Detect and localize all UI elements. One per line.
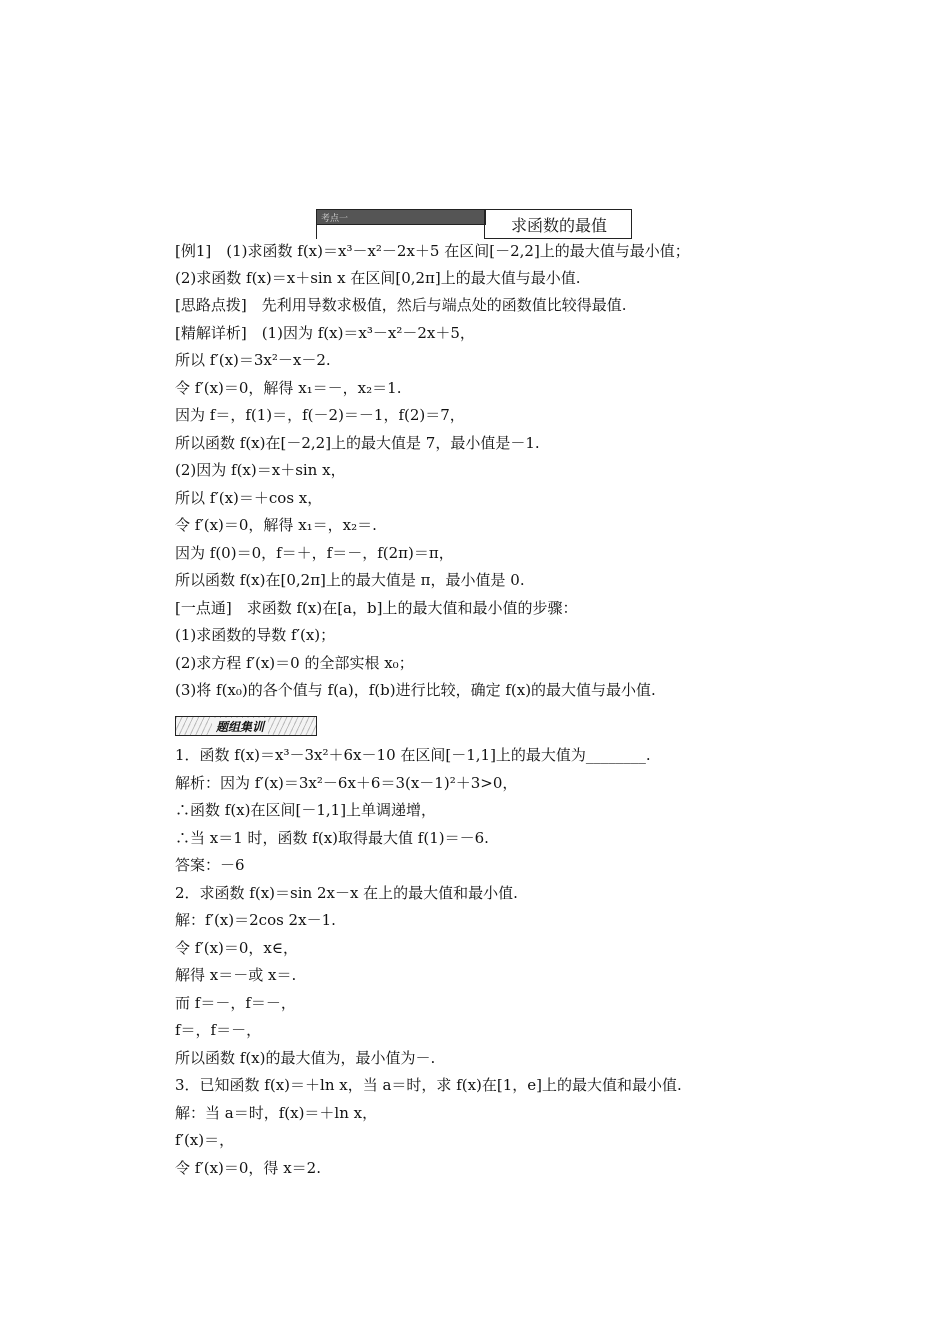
- text-line: 令 f′(x)＝0，x∈，: [175, 939, 298, 957]
- text-line: 所以函数 f(x)的最大值为，最小值为－.: [175, 1049, 436, 1067]
- text-line: 答案：－6: [175, 856, 245, 874]
- text-line: (2)求方程 f′(x)＝0 的全部实根 x₀；: [175, 654, 414, 672]
- text-line: ∴函数 f(x)在区间[－1,1]上单调递增，: [175, 801, 437, 819]
- text-line: 所以 f′(x)＝3x²－x－2.: [175, 351, 331, 369]
- text-line: (2)因为 f(x)＝x＋sin x，: [175, 461, 346, 479]
- text-line: [思路点拨] 先利用导数求极值，然后与端点处的函数值比较得最值.: [175, 296, 627, 314]
- text-line: [例1] (1)求函数 f(x)＝x³－x²－2x＋5 在区间[－2,2]上的最大值与最小值；: [175, 242, 690, 260]
- text-line: 令 f′(x)＝0，得 x＝2.: [175, 1159, 321, 1177]
- header-divider: [316, 209, 317, 239]
- text-line: (1)求函数的导数 f′(x)；: [175, 626, 336, 644]
- text-line: 2．求函数 f(x)＝sin 2x－x 在上的最大值和最小值.: [175, 884, 518, 902]
- text-line: 令 f′(x)＝0，解得 x₁＝－，x₂＝1.: [175, 379, 402, 397]
- text-line: 1．函数 f(x)＝x³－3x²＋6x－10 在区间[－1,1]上的最大值为________.: [175, 746, 651, 764]
- text-line: ∴当 x＝1 时，函数 f(x)取得最大值 f(1)＝－6.: [175, 829, 489, 847]
- text-line: [一点通] 求函数 f(x)在[a，b]上的最大值和最小值的步骤：: [175, 599, 578, 617]
- text-line: 而 f＝－，f＝－，: [175, 994, 296, 1012]
- exercise-banner-label: 题组集训: [212, 718, 268, 735]
- text-line: f＝，f＝－，: [175, 1021, 262, 1039]
- text-line: 3．已知函数 f(x)＝＋ln x，当 a＝时，求 f(x)在[1，e]上的最大值和最小值.: [175, 1076, 682, 1094]
- section-title-box: [484, 209, 632, 239]
- text-line: (3)将 f(x₀)的各个值与 f(a)，f(b)进行比较，确定 f(x)的最大值与最小值.: [175, 681, 656, 699]
- text-line: 解得 x＝－或 x＝.: [175, 966, 297, 984]
- text-line: [精解详析] (1)因为 f(x)＝x³－x²－2x＋5，: [175, 324, 475, 342]
- text-line: 解：当 a＝时，f(x)＝＋ln x，: [175, 1104, 378, 1122]
- section-title: 求函数的最值: [511, 216, 608, 235]
- text-line: 所以函数 f(x)在[－2,2]上的最大值是 7，最小值是－1.: [175, 434, 540, 452]
- text-line: f′(x)＝，: [175, 1131, 235, 1149]
- text-line: 因为 f＝，f(1)＝，f(－2)＝－1，f(2)＝7，: [175, 406, 465, 424]
- text-line: 所以 f′(x)＝＋cos x，: [175, 489, 323, 507]
- section-header: [316, 209, 632, 239]
- text-line: (2)求函数 f(x)＝x＋sin x 在区间[0,2π]上的最大值与最小值.: [175, 269, 581, 287]
- section-tag: 考点一: [321, 214, 349, 224]
- text-line: 解：f′(x)＝2cos 2x－1.: [175, 911, 336, 929]
- text-line: 所以函数 f(x)在[0,2π]上的最大值是 π，最小值是 0.: [175, 571, 525, 589]
- exercise-banner: [175, 716, 317, 736]
- section-tag-bar: [316, 209, 486, 225]
- text-line: 解析：因为 f′(x)＝3x²－6x＋6＝3(x－1)²＋3>0，: [175, 774, 518, 792]
- text-line: 因为 f(0)＝0，f＝＋，f＝－，f(2π)＝π，: [175, 544, 454, 562]
- text-line: 令 f′(x)＝0，解得 x₁＝，x₂＝.: [175, 516, 377, 534]
